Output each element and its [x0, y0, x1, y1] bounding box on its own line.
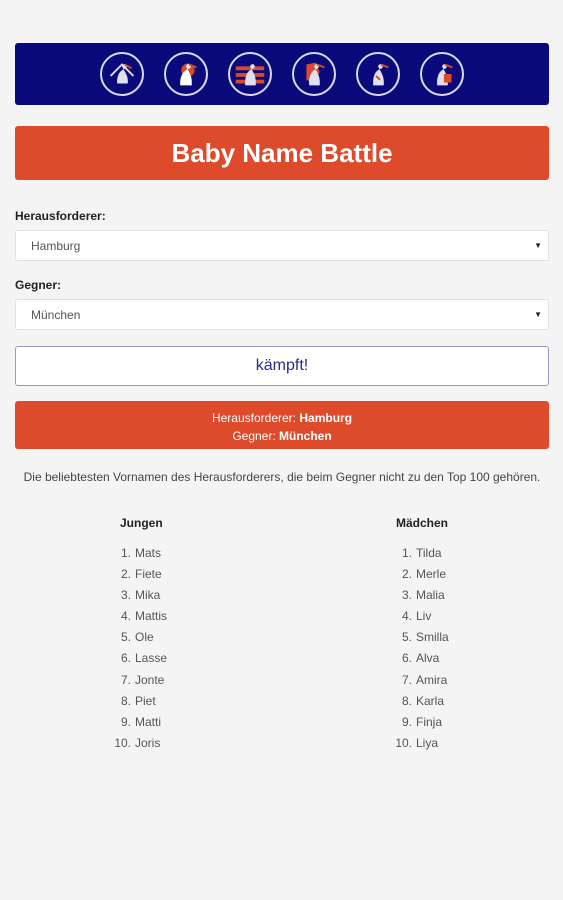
list-item: 3. Mika — [120, 588, 161, 603]
caret-down-icon: ▼ — [534, 310, 542, 319]
matchup-opponent-city: München — [279, 429, 332, 443]
list-item: 1. Tilda — [401, 546, 442, 560]
caret-down-icon: ▼ — [534, 241, 542, 250]
stork-map-icon[interactable] — [292, 52, 336, 96]
stork-flag-icon[interactable] — [228, 52, 272, 96]
matchup-challenger — [15, 409, 549, 427]
list-item: 6. Lasse — [120, 651, 168, 666]
stork-house-icon[interactable] — [100, 52, 144, 96]
list-item: 4. Mattis — [120, 609, 168, 624]
list-item: 2. Merle — [401, 567, 447, 582]
list-item: 7. Amira — [401, 672, 448, 687]
list-item: 10. Liya — [395, 735, 439, 750]
challenger-label: Herausforderer: — [15, 209, 106, 223]
results-description: Die beliebtesten Vornamen des Herausforderers, die beim Gegner nicht zu den Top 100 gehören. — [23, 470, 541, 484]
opponent-select-value: München — [31, 307, 81, 322]
challenger-select-value: Hamburg — [31, 238, 81, 253]
list-item: 6. Alva — [401, 651, 440, 666]
list-item: 9. Finja — [401, 714, 443, 729]
matchup-challenger-city: Hamburg — [299, 411, 353, 425]
opponent-label: Gegner: — [15, 278, 62, 292]
boys-heading: Jungen — [120, 516, 163, 530]
girls-name-list — [391, 545, 449, 756]
fight-button[interactable] — [15, 346, 549, 386]
stork-sun-icon[interactable] — [164, 52, 208, 96]
list-item: 4. Liv — [401, 609, 432, 624]
icon-banner — [15, 43, 549, 105]
list-item: 7. Jonte — [120, 672, 165, 687]
matchup-banner — [15, 401, 549, 449]
stork-bag-icon[interactable] — [420, 52, 464, 96]
list-item: 8. Piet — [120, 693, 156, 708]
matchup-opponent — [15, 427, 549, 445]
list-item: 1. Mats — [120, 546, 162, 560]
matchup-challenger-prefix: Herausforderer: — [211, 411, 297, 425]
matchup-opponent-prefix: Gegner: — [232, 429, 276, 443]
stork-icon[interactable] — [356, 52, 400, 96]
app-title-banner — [15, 126, 549, 180]
list-item: 2. Fiete — [120, 567, 162, 582]
challenger-select[interactable] — [15, 230, 549, 261]
boys-name-list — [110, 545, 167, 756]
list-item: 3. Malia — [401, 588, 445, 603]
list-item: 9. Matti — [120, 714, 162, 729]
list-item: 8. Karla — [401, 693, 445, 708]
girls-heading: Mädchen — [396, 516, 449, 530]
app-title: Baby Name Battle — [171, 137, 393, 168]
fight-button-label: kämpft! — [255, 357, 309, 374]
list-item: 5. Ole — [120, 630, 154, 645]
opponent-select[interactable] — [15, 299, 549, 330]
list-item: 10. Joris — [114, 735, 161, 750]
list-item: 5. Smilla — [401, 630, 449, 645]
